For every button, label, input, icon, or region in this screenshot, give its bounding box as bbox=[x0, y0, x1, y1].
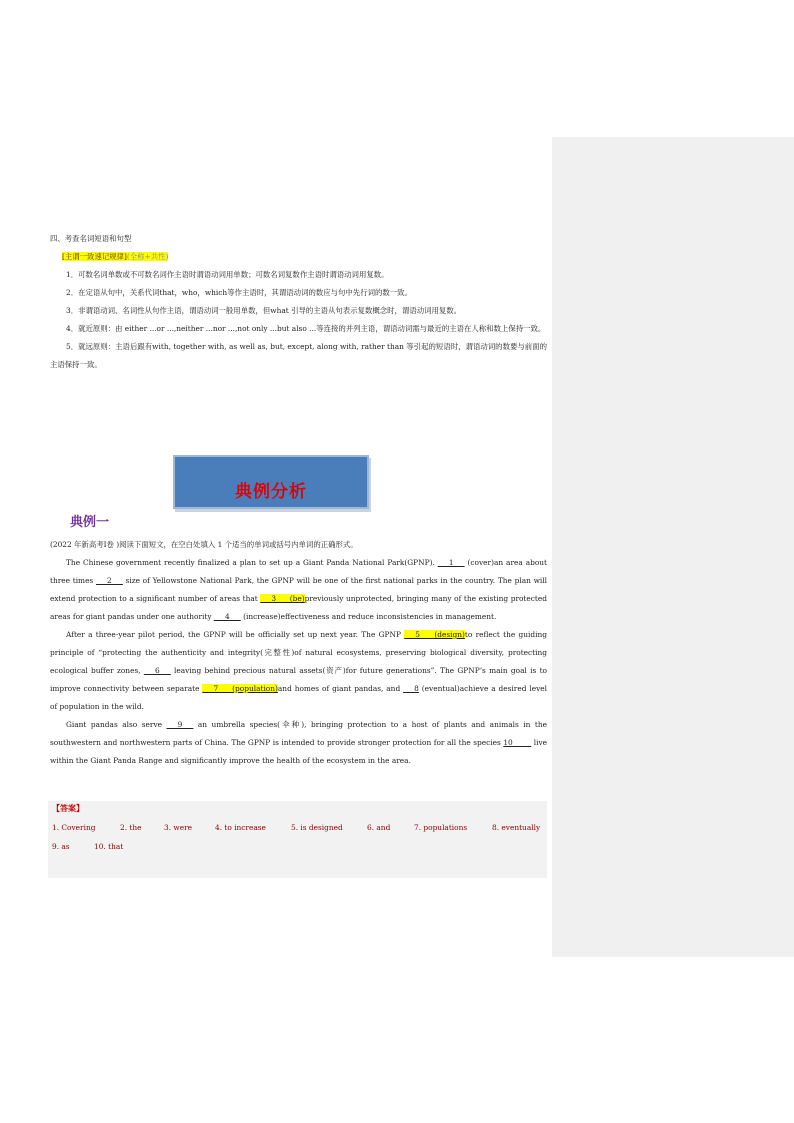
blank-8: ___8 bbox=[403, 684, 419, 693]
answer-4: 4. to increase bbox=[215, 823, 266, 832]
rule-tag-label: [主谓一致速记规律] bbox=[62, 252, 127, 261]
paragraph-2 bbox=[50, 626, 547, 716]
text: size of Yellowstone National Park, the GPNP will be one of the first national parks in the country. The plan will extend protection to a significant number of areas that bbox=[50, 576, 548, 603]
rule-tag-hint: (全称+共性) bbox=[126, 252, 169, 261]
passage bbox=[50, 536, 547, 770]
rule-2: 2．在定语从句中，关系代词that，who，which等作主语时，其谓语动词的数应与句中先行词的数一致。 bbox=[66, 288, 412, 297]
comment-pane bbox=[552, 137, 794, 957]
blank-10: 10_____ bbox=[503, 738, 532, 747]
blank-2: ___2___ bbox=[95, 576, 123, 585]
banner-text: 典例分析 bbox=[235, 481, 307, 502]
blank-4: ___4___ bbox=[213, 612, 241, 621]
example-title: 典例一 bbox=[70, 515, 110, 530]
text: Giant pandas also serve bbox=[66, 720, 167, 729]
answer-line-2 bbox=[52, 842, 123, 851]
text: (cover)an area about three times bbox=[50, 558, 548, 585]
text: leaving behind precious natural assets(资产)for future generations”. The GPNP’s main goal is to improve connectivity between separate bbox=[50, 666, 547, 693]
text: an umbrella species(伞种), bringing protection to a host of plants and animals in the southwestern and northwestern parts of China. The GPNP is intended to provide stronger protection for all the species bbox=[50, 720, 548, 747]
answer-label: 【答案】 bbox=[52, 804, 84, 813]
rule-1: 1．可数名词单数或不可数名词作主语时谓语动词用单数；可数名词复数作主语时谓语动词用复数。 bbox=[66, 270, 389, 279]
blank-6: ___6___ bbox=[143, 666, 171, 675]
rule-tag-line bbox=[62, 248, 547, 266]
answer-9: 9. as bbox=[52, 842, 70, 851]
text: previously unprotected, bringing many of the existing protected areas for giant pandas under one authority bbox=[50, 594, 547, 621]
answer-line-1 bbox=[52, 823, 540, 832]
answer-5: 5. is designed bbox=[291, 823, 343, 832]
blank-9: ___9___ bbox=[166, 720, 194, 729]
text: to reflect the guiding principle of “protecting the authenticity and integrity(完整性)of natural ecosystems, preserving biological diversity, protecting ecological buffer zones, bbox=[50, 630, 547, 675]
answer-1: 1. Covering bbox=[52, 823, 96, 832]
rule-3: 3．非谓语动词、名词性从句作主语，谓语动词一般用单数，但what 引导的主语从句表示复数概念时，谓语动词用复数。 bbox=[66, 306, 462, 315]
section-heading: 四、考查名词短语和句型 bbox=[50, 234, 132, 243]
banner-box bbox=[173, 455, 369, 509]
text: live within the Giant Panda Range and significantly improve the health of the ecosystem in the area. bbox=[50, 738, 547, 765]
text: (eventual)achieve a desired level of population in the wild. bbox=[50, 684, 547, 711]
text: After a three-year pilot period, the GPNP will be officially set up next year. The GPNP bbox=[66, 630, 405, 639]
blank-7: ___7___ (population) bbox=[202, 684, 278, 693]
blank-5: ___5___ (design) bbox=[404, 630, 465, 639]
instruction: (2022 年新高考Ⅰ卷 )阅读下面短文，在空白处填入 1 个适当的单词或括号内单词的正确形式。 bbox=[50, 540, 358, 549]
blank-3: ___3___ (be) bbox=[260, 594, 305, 603]
answer-2: 2. the bbox=[120, 823, 142, 832]
answer-7: 7. populations bbox=[414, 823, 468, 832]
blank-1: ___1___ bbox=[437, 558, 465, 567]
text: The Chinese government recently finalized a plan to set up a Giant Panda National Park(GPNP). bbox=[66, 558, 438, 567]
paragraph-3 bbox=[50, 716, 547, 770]
text: and homes of giant pandas, and bbox=[277, 684, 404, 693]
example-banner bbox=[173, 455, 369, 509]
grammar-section bbox=[50, 230, 547, 374]
text: (increase)effectiveness and reduce inconsistencies in management. bbox=[240, 612, 497, 621]
answer-10: 10. that bbox=[94, 842, 124, 851]
rule-4: 4．就近原则：由 either ...or ...,neither ...nor ...,not only ...but also ...等连接的并列主语，谓语动词需与最近的主语在人称和数上保持一致。 bbox=[66, 324, 546, 333]
answer-box bbox=[48, 801, 547, 878]
rule-5: 5．就远原则：主语后跟有with, together with, as well as, but, except, along with, rather than 等引起的短语时，谓语动词的数要与前面的主语保持一致。 bbox=[50, 342, 547, 369]
answer-3: 3. were bbox=[164, 823, 193, 832]
answer-8: 8. eventually bbox=[492, 823, 541, 832]
answer-6: 6. and bbox=[367, 823, 391, 832]
paragraph-1 bbox=[50, 554, 547, 626]
